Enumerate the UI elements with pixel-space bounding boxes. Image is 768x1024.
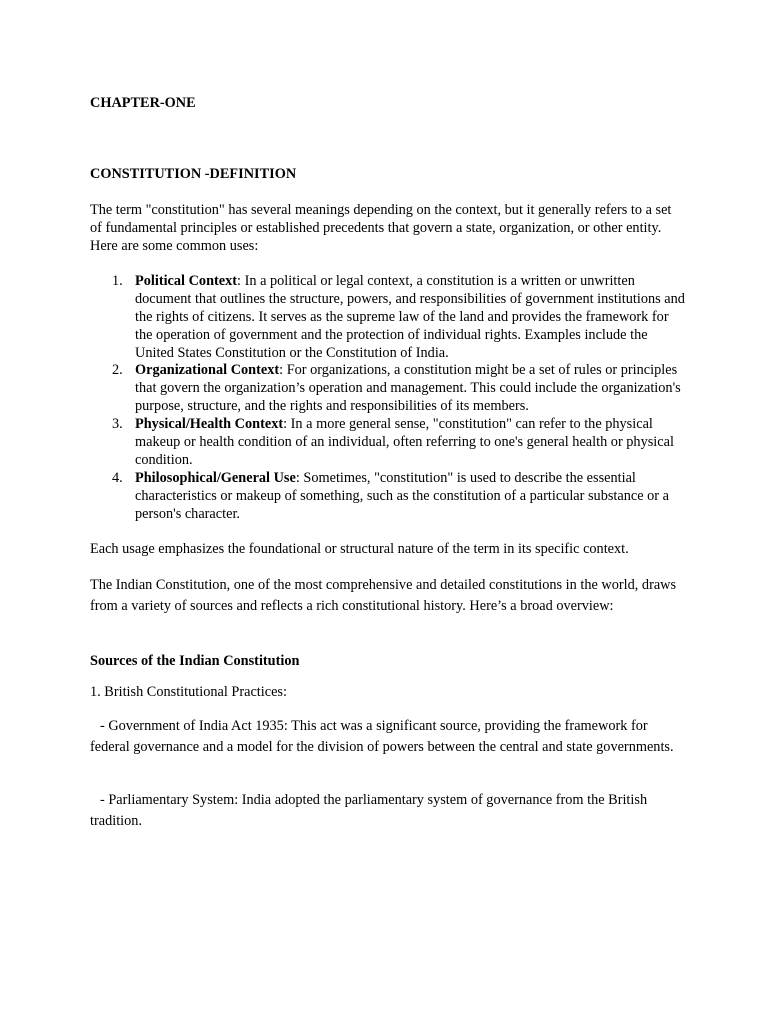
list-description: : In a political or legal context, a constitution is a written or unwritten document that outlines the structure, powers, and responsibilities of government institutions and the rights of citizens. It serves as the supreme law of the land and provides the framework for the operation of government and the protection of individual rights. Examples include the United States Constitution or the Constitution of India.: [135, 273, 685, 361]
british-practices-heading: 1. British Constitutional Practices:: [90, 684, 287, 700]
list-item: [90, 470, 690, 524]
list-text: [135, 273, 685, 363]
list-term: Organizational Context: [135, 362, 280, 378]
list-number: 4.: [112, 470, 123, 486]
list-number: 3.: [112, 416, 123, 432]
parliamentary-bullet: - Parliamentary System: India adopted the parliamentary system of governance from the British tradition.: [90, 792, 648, 829]
summary-paragraph: Each usage emphasizes the foundational or structural nature of the term in its specific context.: [90, 541, 629, 557]
list-text: [135, 470, 685, 524]
list-item: [90, 416, 690, 470]
chapter-title: CHAPTER-ONE: [90, 95, 196, 111]
list-text: [135, 362, 685, 416]
list-term: Political Context: [135, 273, 238, 289]
list-description: : In a more general sense, "constitution" can refer to the physical makeup or health condition of an individual, often referring to one's general health or physical condition.: [135, 416, 674, 468]
intro-paragraph: The term "constitution" has several meanings depending on the context, but it generally refers to a set of fundamental principles or established precedents that govern a state, organization, or other entity. Here are some common uses:: [90, 202, 672, 254]
list-term: Physical/Health Context: [135, 416, 284, 432]
list-number: 2.: [112, 362, 123, 378]
indian-overview-paragraph: The Indian Constitution, one of the most comprehensive and detailed constitutions in the world, draws from a variety of sources and reflects a rich constitutional history. Here’s a broad overview:: [90, 577, 677, 614]
list-item: [90, 362, 690, 416]
list-number: 1.: [112, 273, 123, 289]
list-description: : Sometimes, "constitution" is used to describe the essential characteristics or makeup of something, such as the constitution of a particular substance or a person's character.: [135, 470, 669, 522]
list-item: [90, 273, 690, 363]
list-description: : For organizations, a constitution might be a set of rules or principles that govern the organization’s operation and management. This could include the organization's purpose, structure, and the rights and responsibilities of its members.: [135, 362, 681, 414]
goi-act-bullet: - Government of India Act 1935: This act was a significant source, providing the framework for federal governance and a model for the division of powers between the central and state governments.: [90, 718, 674, 755]
list-text: [135, 416, 685, 470]
sources-heading: Sources of the Indian Constitution: [90, 653, 300, 669]
section-title: CONSTITUTION -DEFINITION: [90, 166, 297, 182]
list-term: Philosophical/General Use: [135, 470, 296, 486]
